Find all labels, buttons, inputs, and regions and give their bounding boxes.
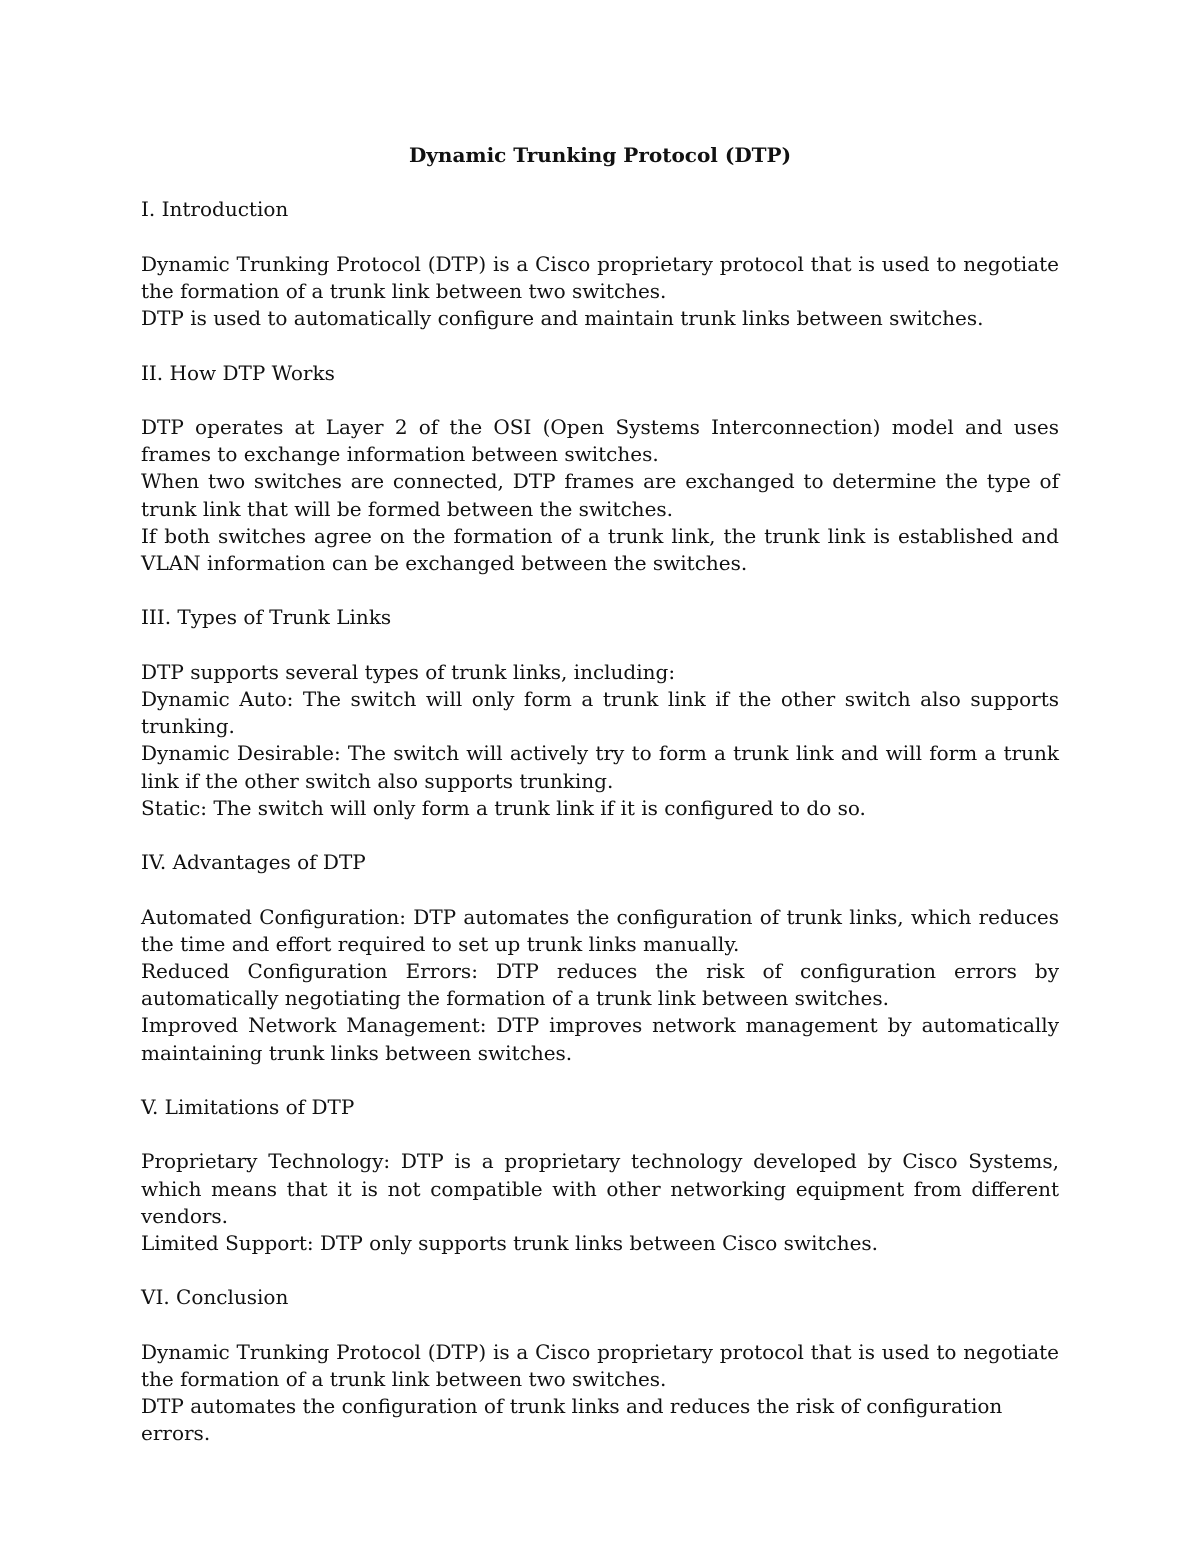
section-heading-conclusion: VI. Conclusion: [141, 1285, 289, 1310]
section-heading-advantages: IV. Advantages of DTP: [141, 850, 366, 875]
document-title: Dynamic Trunking Protocol (DTP): [408, 143, 792, 167]
document-page: [141, 142, 1059, 1475]
paragraph: DTP automates the configuration of trunk links and reduces the risk of configuration errors.: [141, 1394, 1003, 1446]
paragraph: Dynamic Trunking Protocol (DTP) is a Cisco proprietary protocol that is used to negotiate the formation of a trunk link between two switches.: [141, 251, 1059, 303]
section-body-types-of-trunk-links: [141, 659, 1059, 822]
section-heading-how-dtp-works: II. How DTP Works: [141, 360, 335, 385]
paragraph: Improved Network Management: DTP improves network management by automatically maintaining trunk links between switches.: [141, 1013, 1059, 1065]
paragraph: Dynamic Auto: The switch will only form a trunk link if the other switch also supports trunking.: [141, 686, 1059, 739]
section-body-limitations: [141, 1148, 1059, 1257]
paragraph: Limited Support: DTP only supports trunk links between Cisco switches.: [141, 1230, 879, 1255]
paragraph: When two switches are connected, DTP frames are exchanged to determine the type of trunk link that will be formed between the switches.: [141, 469, 1059, 521]
paragraph: DTP is used to automatically configure and maintain trunk links between switches.: [141, 306, 984, 331]
paragraph: Dynamic Desirable: The switch will actively try to form a trunk link and will form a trunk link if the other switch also supports trunking.: [141, 741, 1059, 793]
section-heading-limitations: V. Limitations of DTP: [141, 1094, 355, 1119]
paragraph: If both switches agree on the formation of a trunk link, the trunk link is established and VLAN information can be exchanged between the switches.: [141, 523, 1059, 575]
paragraph: Automated Configuration: DTP automates the configuration of trunk links, which reduces the time and effort required to set up trunk links manually.: [141, 904, 1059, 956]
paragraph: Dynamic Trunking Protocol (DTP) is a Cisco proprietary protocol that is used to negotiate the formation of a trunk link between two switches.: [141, 1339, 1059, 1391]
section-heading-types-of-trunk-links: III. Types of Trunk Links: [141, 605, 392, 630]
section-body-advantages: [141, 904, 1059, 1067]
paragraph: DTP supports several types of trunk links, including:: [141, 659, 676, 684]
paragraph: Proprietary Technology: DTP is a proprietary technology developed by Cisco Systems, which means that it is not compatible with other networking equipment from different vendors.: [141, 1149, 1059, 1228]
section-body-conclusion: [141, 1339, 1059, 1448]
section-body-introduction: [141, 251, 1059, 333]
paragraph: Static: The switch will only form a trunk link if it is configured to do so.: [141, 795, 866, 820]
section-body-how-dtp-works: [141, 414, 1059, 577]
paragraph: Reduced Configuration Errors: DTP reduces the risk of configuration errors by automatically negotiating the formation of a trunk link between switches.: [141, 958, 1059, 1011]
section-heading-introduction: I. Introduction: [141, 197, 289, 222]
paragraph: DTP operates at Layer 2 of the OSI (Open Systems Interconnection) model and uses frames to exchange information between switches.: [141, 414, 1059, 467]
